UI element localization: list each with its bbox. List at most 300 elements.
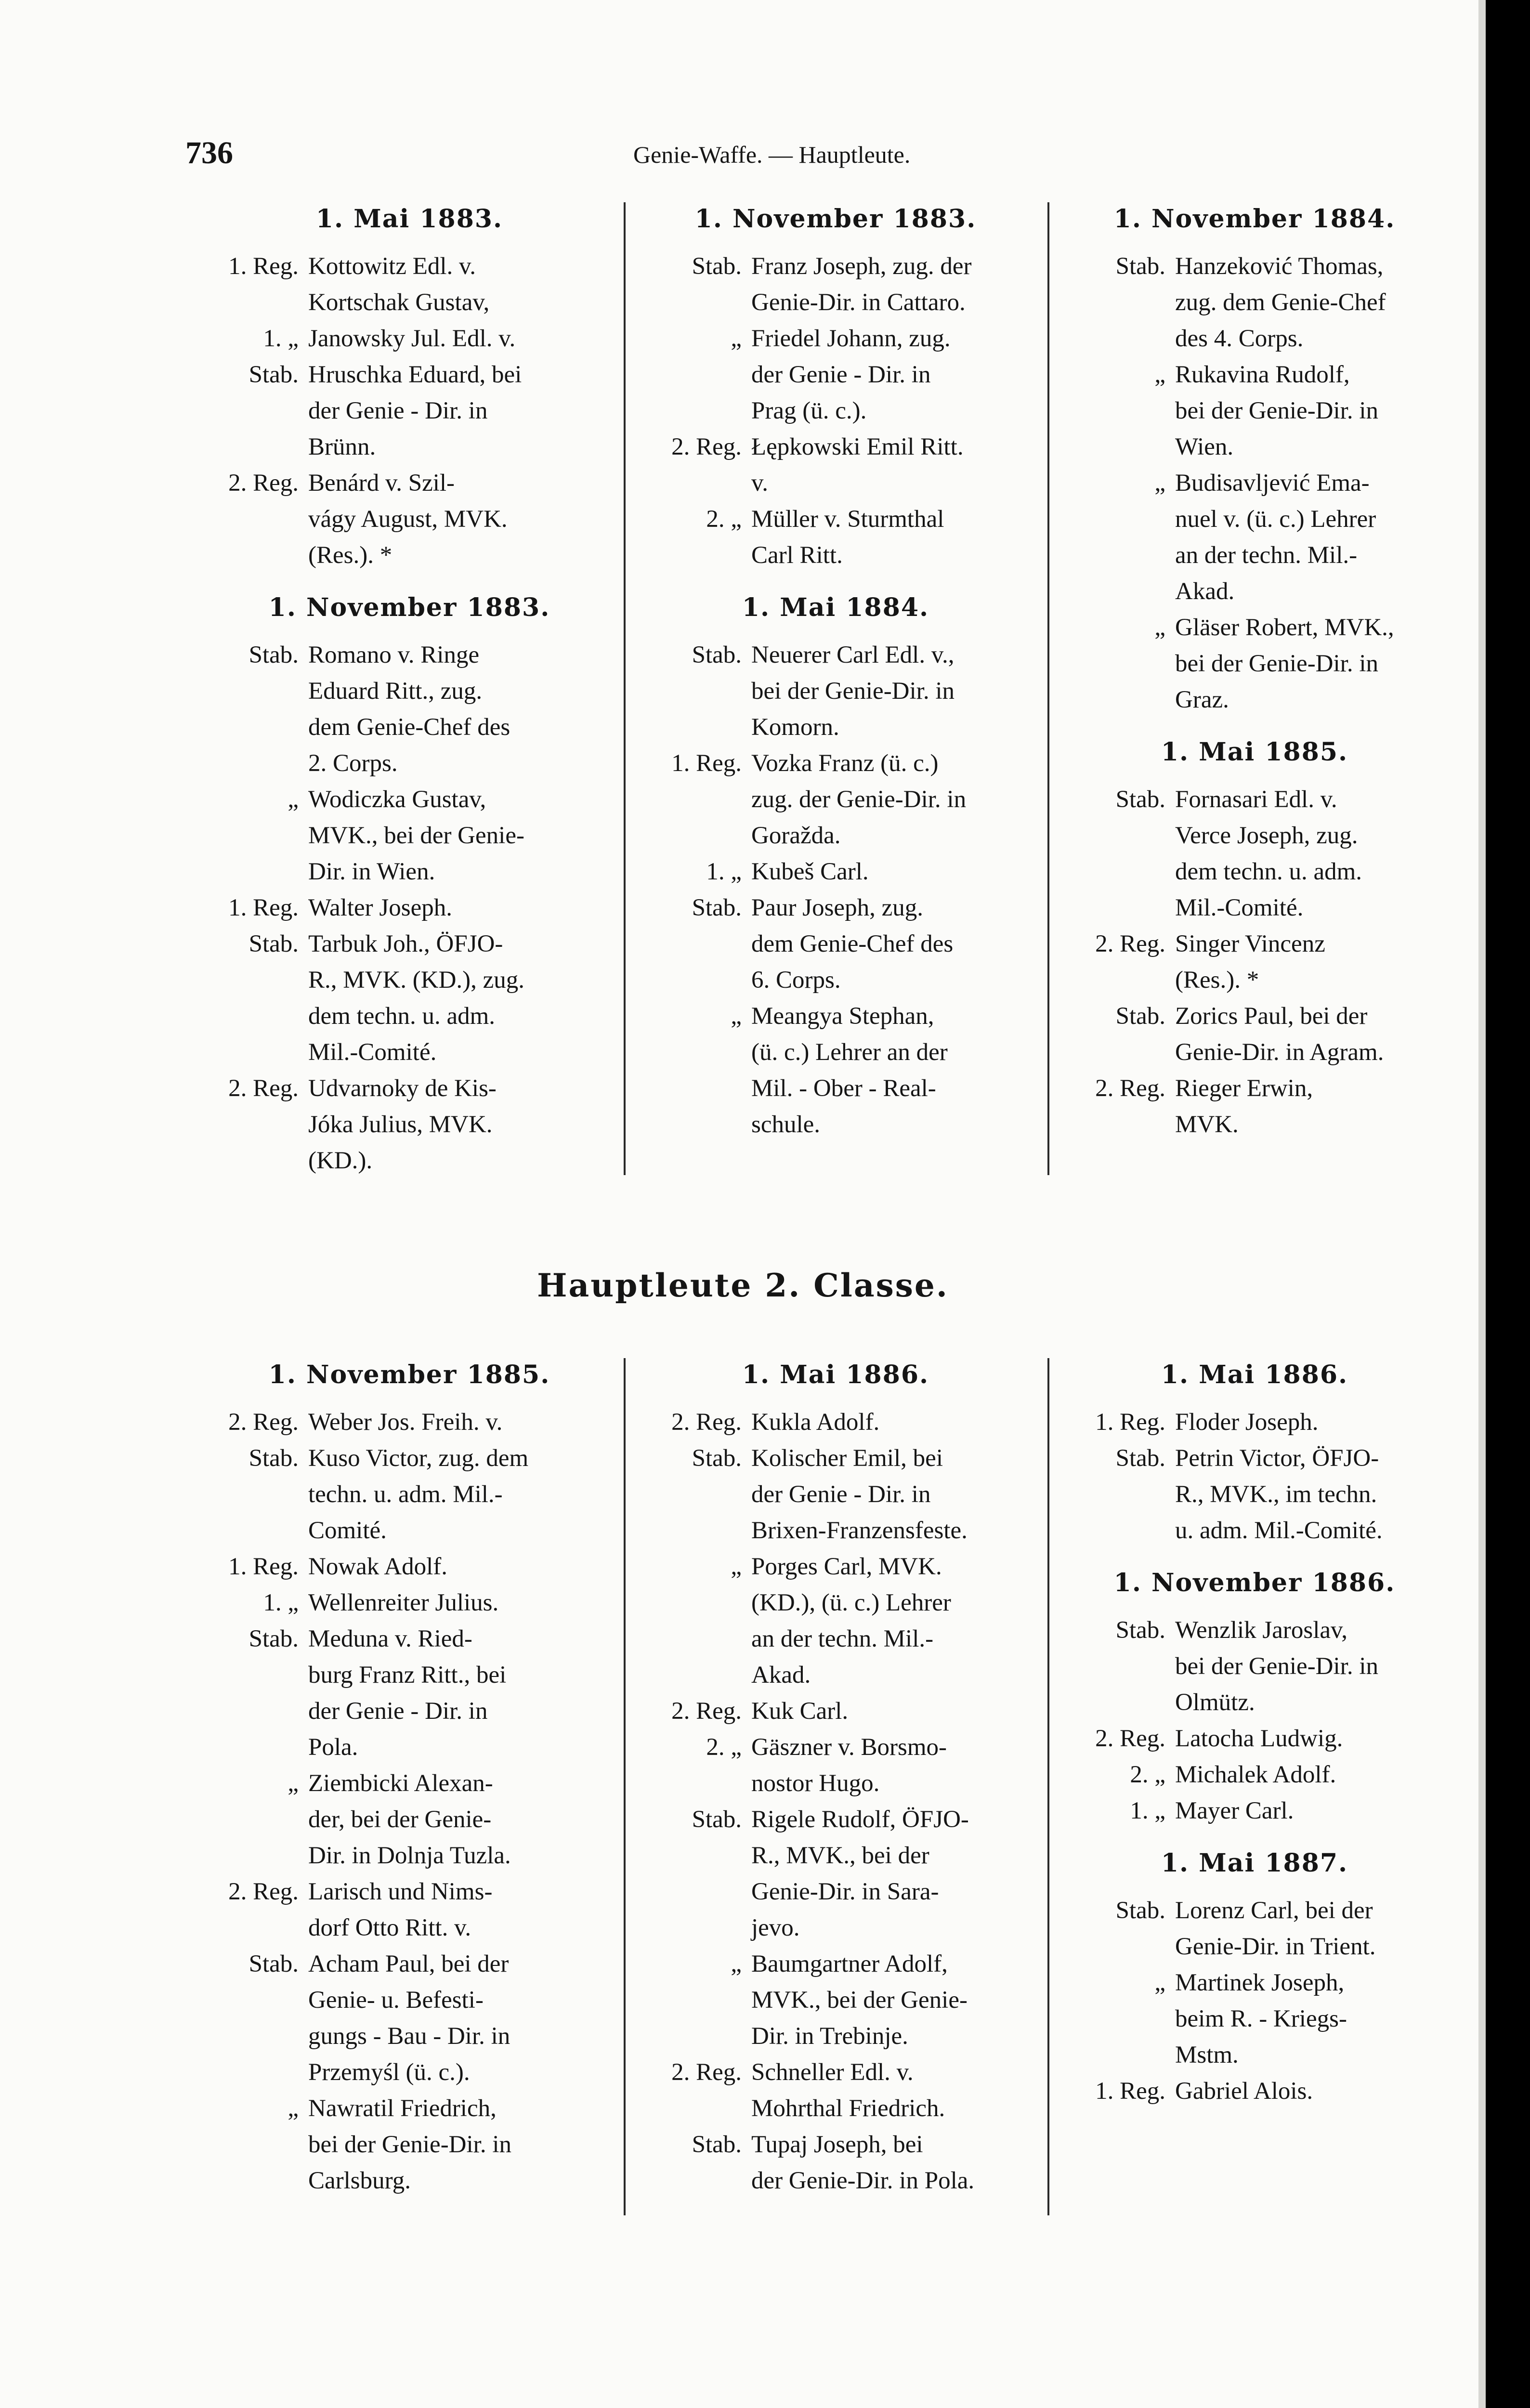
roster-entry bbox=[202, 1440, 616, 1549]
unit-label: Stab. bbox=[692, 2131, 742, 2158]
roster-entry bbox=[631, 890, 1040, 998]
text-line: Kuso Victor, zug. dem bbox=[308, 1445, 529, 1472]
date-heading: 1. November 1883. bbox=[268, 593, 550, 622]
text-line: Goražda. bbox=[751, 822, 841, 849]
roster-entry bbox=[1055, 1404, 1454, 1440]
text-line: Wenzlik Jaroslav, bbox=[1175, 1617, 1347, 1644]
officer-text bbox=[299, 1404, 616, 1440]
unit-label: 2. Reg. bbox=[671, 1409, 742, 1436]
officer-text bbox=[1165, 1965, 1454, 2073]
text-line: Kubeš Carl. bbox=[751, 858, 869, 885]
date-heading: 1. November 1885. bbox=[268, 1360, 550, 1389]
roster-entry bbox=[631, 746, 1040, 854]
officer-text bbox=[299, 1621, 616, 1766]
roster-entry bbox=[202, 321, 616, 357]
unit-label: Stab. bbox=[1115, 1617, 1165, 1644]
text-line: Meduna v. Ried- bbox=[308, 1625, 472, 1652]
text-line: 6. Corps. bbox=[751, 967, 841, 994]
text-line: Friedel Johann, zug. bbox=[751, 325, 951, 352]
roster-entry bbox=[1055, 249, 1454, 357]
text-line: Comité. bbox=[308, 1517, 387, 1544]
text-line: nostor Hugo. bbox=[751, 1770, 880, 1797]
unit-label: „ bbox=[731, 1553, 742, 1580]
roster-entry bbox=[1055, 610, 1454, 718]
text-line: Udvarnoky de Kis- bbox=[308, 1075, 497, 1102]
text-line: Lorenz Carl, bei der bbox=[1175, 1897, 1373, 1924]
top-column-block bbox=[202, 202, 1454, 1185]
text-line: Mil.-Comité. bbox=[308, 1039, 437, 1066]
unit-label: Stab. bbox=[692, 1445, 742, 1472]
officer-text bbox=[299, 637, 616, 782]
roster-entry bbox=[1055, 998, 1454, 1071]
unit-label: 2. Reg. bbox=[228, 1075, 299, 1102]
roster-entry bbox=[631, 2127, 1040, 2199]
text-line: zug. dem Genie-Chef bbox=[1175, 289, 1386, 316]
text-line: R., MVK., im techn. bbox=[1175, 1481, 1377, 1508]
text-line: Porges Carl, MVK. bbox=[751, 1553, 942, 1580]
unit-label: 1. „ bbox=[263, 325, 299, 352]
officer-text bbox=[742, 854, 1040, 890]
text-line: Kuk Carl. bbox=[751, 1698, 849, 1725]
text-line: dem techn. u. adm. bbox=[308, 1003, 496, 1030]
unit-label: Stab. bbox=[1115, 1445, 1165, 1472]
column-rule bbox=[1047, 1358, 1049, 2215]
text-line: Pola. bbox=[308, 1734, 358, 1761]
date-heading: 1. Mai 1884. bbox=[742, 593, 929, 622]
officer-text bbox=[299, 1766, 616, 1874]
roster-entry bbox=[1055, 1793, 1454, 1829]
text-line: zug. der Genie-Dir. in bbox=[751, 786, 967, 813]
text-line: dem techn. u. adm. bbox=[1175, 858, 1362, 885]
text-line: Rigele Rudolf, ÖFJO- bbox=[751, 1806, 969, 1833]
unit-label: „ bbox=[1154, 361, 1165, 388]
text-line: der Genie - Dir. in bbox=[308, 1698, 488, 1725]
officer-text bbox=[1165, 610, 1454, 718]
unit-label: Stab. bbox=[1115, 253, 1165, 280]
text-line: Hanzeković Thomas, bbox=[1175, 253, 1384, 280]
date-heading: 1. November 1884. bbox=[1113, 204, 1396, 234]
unit-label: 2. Reg. bbox=[228, 1878, 299, 1905]
officer-text bbox=[742, 746, 1040, 854]
roster-entry bbox=[202, 1874, 616, 1946]
text-line: (KD.), (ü. c.) Lehrer bbox=[751, 1589, 951, 1616]
text-line: an der techn. Mil.- bbox=[1175, 542, 1358, 569]
text-line: Mohrthal Friedrich. bbox=[751, 2095, 945, 2122]
text-line: an der techn. Mil.- bbox=[751, 1625, 934, 1652]
date-heading: 1. November 1883. bbox=[694, 204, 977, 234]
text-line: (Res.). * bbox=[308, 542, 392, 569]
officer-text bbox=[742, 321, 1040, 429]
text-line: beim R. - Kriegs- bbox=[1175, 2005, 1347, 2032]
unit-label: Stab. bbox=[692, 641, 742, 668]
officer-text bbox=[742, 637, 1040, 746]
unit-label: 2. Reg. bbox=[671, 433, 742, 460]
roster-entry bbox=[202, 890, 616, 926]
unit-label: „ bbox=[731, 325, 742, 352]
text-line: Larisch und Nims- bbox=[308, 1878, 493, 1905]
officer-text bbox=[1165, 1793, 1454, 1829]
roster-entry bbox=[1055, 1721, 1454, 1757]
text-line: Mstm. bbox=[1175, 2042, 1239, 2068]
column-3 bbox=[1055, 202, 1454, 1143]
officer-text bbox=[742, 1802, 1040, 1946]
unit-label: Stab. bbox=[248, 1625, 299, 1652]
officer-text bbox=[299, 357, 616, 465]
officer-text bbox=[299, 1071, 616, 1179]
page-number: 736 bbox=[185, 135, 233, 170]
text-line: Kottowitz Edl. v. bbox=[308, 253, 476, 280]
roster-entry bbox=[631, 501, 1040, 574]
text-line: des 4. Corps. bbox=[1175, 325, 1304, 352]
column-1 bbox=[202, 202, 616, 1179]
bottom-column-block bbox=[202, 1358, 1454, 2215]
roster-entry bbox=[631, 637, 1040, 746]
text-line: Mil.-Comité. bbox=[1175, 894, 1304, 921]
unit-label: 2. Reg. bbox=[228, 1409, 299, 1436]
text-line: Singer Vincenz bbox=[1175, 930, 1325, 957]
text-line: Genie-Dir. in Agram. bbox=[1175, 1039, 1384, 1066]
text-line: R., MVK., bei der bbox=[751, 1842, 929, 1869]
unit-label: 1. Reg. bbox=[228, 253, 299, 280]
unit-label: „ bbox=[1154, 1969, 1165, 1996]
roster-entry bbox=[631, 1693, 1040, 1729]
text-line: Przemyśl (ü. c.). bbox=[308, 2059, 470, 2086]
text-line: Janowsky Jul. Edl. v. bbox=[308, 325, 516, 352]
text-line: (KD.). bbox=[308, 1147, 373, 1174]
text-line: Brixen-Franzensfeste. bbox=[751, 1517, 968, 1544]
roster-entry bbox=[631, 1946, 1040, 2055]
roster-entry bbox=[1055, 1612, 1454, 1721]
column-rule bbox=[1047, 202, 1049, 1175]
officer-text bbox=[299, 1874, 616, 1946]
unit-label: 1. „ bbox=[263, 1589, 299, 1616]
date-heading: 1. November 1886. bbox=[1113, 1568, 1396, 1597]
officer-text bbox=[299, 1946, 616, 2091]
officer-text bbox=[1165, 1757, 1454, 1793]
unit-label: „ bbox=[288, 2095, 299, 2122]
text-line: Kolischer Emil, bei bbox=[751, 1445, 943, 1472]
officer-text bbox=[1165, 357, 1454, 465]
column-1 bbox=[202, 1358, 616, 2199]
text-line: 2. Corps. bbox=[308, 750, 398, 777]
unit-label: 1. Reg. bbox=[1095, 2078, 1165, 2105]
text-line: Romano v. Ringe bbox=[308, 641, 480, 668]
text-line: Prag (ü. c.). bbox=[751, 397, 867, 424]
roster-entry bbox=[1055, 1965, 1454, 2073]
unit-label: 2. Reg. bbox=[1095, 1075, 1165, 1102]
officer-text bbox=[742, 429, 1040, 501]
text-line: Budisavljević Ema- bbox=[1175, 470, 1370, 497]
column-3 bbox=[1055, 1358, 1454, 2109]
roster-entry bbox=[631, 2055, 1040, 2127]
roster-entry bbox=[202, 2091, 616, 2199]
officer-text bbox=[1165, 782, 1454, 926]
text-line: MVK. bbox=[1175, 1111, 1239, 1138]
unit-label: „ bbox=[1154, 614, 1165, 641]
unit-label: „ bbox=[731, 1003, 742, 1030]
roster-entry bbox=[631, 1404, 1040, 1440]
text-line: dem Genie-Chef des bbox=[308, 714, 510, 741]
text-line: Kortschak Gustav, bbox=[308, 289, 490, 316]
officer-text bbox=[1165, 1893, 1454, 1965]
text-line: der Genie - Dir. in bbox=[751, 361, 931, 388]
text-line: Fornasari Edl. v. bbox=[1175, 786, 1337, 813]
officer-text bbox=[742, 1729, 1040, 1802]
officer-text bbox=[742, 1549, 1040, 1693]
text-line: dorf Otto Ritt. v. bbox=[308, 1914, 471, 1941]
text-line: Genie- u. Befesti- bbox=[308, 1987, 484, 2014]
unit-label: 2. Reg. bbox=[1095, 1725, 1165, 1752]
roster-entry bbox=[202, 637, 616, 782]
officer-text bbox=[742, 501, 1040, 574]
column-2 bbox=[631, 202, 1040, 1143]
text-line: Vozka Franz (ü. c.) bbox=[751, 750, 939, 777]
date-heading: 1. Mai 1886. bbox=[742, 1360, 929, 1389]
unit-label: 2. „ bbox=[706, 506, 742, 533]
officer-text bbox=[299, 782, 616, 890]
officer-text bbox=[742, 1946, 1040, 2055]
text-line: Dir. in Wien. bbox=[308, 858, 435, 885]
text-line: Łępkowski Emil Ritt. bbox=[751, 433, 964, 460]
text-line: schule. bbox=[751, 1111, 821, 1138]
text-line: Wien. bbox=[1175, 433, 1234, 460]
date-heading: 1. Mai 1887. bbox=[1161, 1848, 1348, 1878]
text-line: Mil. - Ober - Real- bbox=[751, 1075, 936, 1102]
roster-entry bbox=[202, 249, 616, 321]
officer-text bbox=[299, 2091, 616, 2199]
unit-label: Stab. bbox=[692, 894, 742, 921]
text-line: techn. u. adm. Mil.- bbox=[308, 1481, 503, 1508]
unit-label: „ bbox=[288, 1770, 299, 1797]
text-line: Martinek Joseph, bbox=[1175, 1969, 1345, 1996]
unit-label: 1. Reg. bbox=[228, 894, 299, 921]
roster-entry bbox=[1055, 1893, 1454, 1965]
officer-text bbox=[742, 890, 1040, 998]
roster-entry bbox=[631, 854, 1040, 890]
unit-label: Stab. bbox=[248, 1445, 299, 1472]
unit-label: Stab. bbox=[248, 361, 299, 388]
date-heading: 1. Mai 1885. bbox=[1161, 737, 1348, 767]
unit-label: „ bbox=[1154, 470, 1165, 497]
roster-entry bbox=[202, 1549, 616, 1585]
text-line: Akad. bbox=[1175, 578, 1235, 605]
roster-entry bbox=[202, 357, 616, 465]
officer-text bbox=[1165, 1071, 1454, 1143]
officer-text bbox=[1165, 998, 1454, 1071]
text-line: MVK., bei der Genie- bbox=[751, 1987, 968, 2014]
text-line: Graz. bbox=[1175, 686, 1229, 713]
text-line: Carlsburg. bbox=[308, 2167, 411, 2194]
officer-text bbox=[742, 2127, 1040, 2199]
officer-text bbox=[1165, 926, 1454, 998]
text-line: Franz Joseph, zug. der bbox=[751, 253, 972, 280]
running-title: Genie-Waffe. — Hauptleute. bbox=[633, 141, 911, 168]
text-line: Latocha Ludwig. bbox=[1175, 1725, 1343, 1752]
text-line: Brünn. bbox=[308, 433, 376, 460]
text-line: v. bbox=[751, 470, 768, 497]
text-line: Genie-Dir. in Sara- bbox=[751, 1878, 939, 1905]
unit-label: 1. Reg. bbox=[671, 750, 742, 777]
text-line: Baumgartner Adolf, bbox=[751, 1950, 948, 1977]
roster-entry bbox=[202, 465, 616, 574]
roster-entry bbox=[1055, 2073, 1454, 2109]
roster-entry bbox=[1055, 1071, 1454, 1143]
text-line: Eduard Ritt., zug. bbox=[308, 678, 483, 705]
unit-label: 2. Reg. bbox=[228, 470, 299, 497]
unit-label: 1. „ bbox=[706, 858, 742, 885]
officer-text bbox=[1165, 249, 1454, 357]
unit-label: 2. „ bbox=[706, 1734, 742, 1761]
officer-text bbox=[1165, 1440, 1454, 1549]
officer-text bbox=[299, 1440, 616, 1549]
text-line: Neuerer Carl Edl. v., bbox=[751, 641, 955, 668]
roster-entry bbox=[202, 1946, 616, 2091]
text-line: Rukavina Rudolf, bbox=[1175, 361, 1350, 388]
text-line: Walter Joseph. bbox=[308, 894, 452, 921]
text-line: der Genie - Dir. in bbox=[308, 397, 488, 424]
text-line: der Genie - Dir. in bbox=[751, 1481, 931, 1508]
text-line: bei der Genie-Dir. in bbox=[308, 2131, 512, 2158]
running-head bbox=[185, 135, 1043, 173]
officer-text bbox=[299, 465, 616, 574]
text-line: Nawratil Friedrich, bbox=[308, 2095, 497, 2122]
text-line: Mayer Carl. bbox=[1175, 1797, 1294, 1824]
text-line: Michalek Adolf. bbox=[1175, 1761, 1336, 1788]
date-heading: 1. Mai 1883. bbox=[315, 204, 503, 234]
text-line: Genie-Dir. in Cattaro. bbox=[751, 289, 966, 316]
text-line: dem Genie-Chef des bbox=[751, 930, 954, 957]
officer-text bbox=[742, 2055, 1040, 2127]
text-line: vágy August, MVK. bbox=[308, 506, 508, 533]
unit-label: „ bbox=[288, 786, 299, 813]
text-line: Genie-Dir. in Trient. bbox=[1175, 1933, 1376, 1960]
roster-entry bbox=[631, 1440, 1040, 1549]
text-line: Carl Ritt. bbox=[751, 542, 843, 569]
text-line: Akad. bbox=[751, 1662, 811, 1688]
text-line: bei der Genie-Dir. in bbox=[1175, 397, 1379, 424]
roster-entry bbox=[202, 1766, 616, 1874]
text-line: Floder Joseph. bbox=[1175, 1409, 1319, 1436]
section-title: Hauptleute 2. Classe. bbox=[537, 1267, 949, 1304]
date-heading: 1. Mai 1886. bbox=[1161, 1360, 1348, 1389]
text-line: Benárd v. Szil- bbox=[308, 470, 455, 497]
roster-entry bbox=[1055, 1757, 1454, 1793]
officer-text bbox=[1165, 1404, 1454, 1440]
text-line: jevo. bbox=[751, 1914, 800, 1941]
text-line: bei der Genie-Dir. in bbox=[1175, 1653, 1379, 1680]
text-line: Zorics Paul, bei der bbox=[1175, 1003, 1368, 1030]
officer-text bbox=[742, 249, 1040, 321]
text-line: Ziembicki Alexan- bbox=[308, 1770, 493, 1797]
text-line: bei der Genie-Dir. in bbox=[751, 678, 955, 705]
unit-label: Stab. bbox=[1115, 1003, 1165, 1030]
text-line: Wellenreiter Julius. bbox=[308, 1589, 499, 1616]
officer-text bbox=[1165, 1612, 1454, 1721]
text-line: Petrin Victor, ÖFJO- bbox=[1175, 1445, 1379, 1472]
text-line: Hruschka Eduard, bei bbox=[308, 361, 522, 388]
unit-label: Stab. bbox=[248, 641, 299, 668]
roster-entry bbox=[631, 429, 1040, 501]
roster-entry bbox=[1055, 465, 1454, 610]
officer-text bbox=[1165, 2073, 1454, 2109]
roster-entry bbox=[202, 1621, 616, 1766]
officer-text bbox=[299, 249, 616, 321]
unit-label: 1. Reg. bbox=[228, 1553, 299, 1580]
officer-text bbox=[742, 1440, 1040, 1549]
text-line: Tupaj Joseph, bei bbox=[751, 2131, 923, 2158]
officer-text bbox=[299, 321, 616, 357]
unit-label: Stab. bbox=[1115, 786, 1165, 813]
roster-entry bbox=[202, 782, 616, 890]
officer-text bbox=[742, 1404, 1040, 1440]
text-line: der, bei der Genie- bbox=[308, 1806, 492, 1833]
roster-entry bbox=[1055, 782, 1454, 926]
text-line: Komorn. bbox=[751, 714, 839, 741]
unit-label: 1. „ bbox=[1130, 1797, 1165, 1824]
text-line: Rieger Erwin, bbox=[1175, 1075, 1313, 1102]
unit-label: 2. „ bbox=[1130, 1761, 1165, 1788]
column-2 bbox=[631, 1358, 1040, 2199]
text-line: Gläser Robert, MVK., bbox=[1175, 614, 1394, 641]
roster-entry bbox=[631, 249, 1040, 321]
text-line: (ü. c.) Lehrer an der bbox=[751, 1039, 948, 1066]
text-line: Jóka Julius, MVK. bbox=[308, 1111, 493, 1138]
text-line: Dir. in Dolnja Tuzla. bbox=[308, 1842, 511, 1869]
officer-text bbox=[1165, 1721, 1454, 1757]
unit-label: 2. Reg. bbox=[671, 1698, 742, 1725]
text-line: Meangya Stephan, bbox=[751, 1003, 934, 1030]
roster-entry bbox=[202, 1585, 616, 1621]
unit-label: Stab. bbox=[692, 1806, 742, 1833]
text-line: Müller v. Sturmthal bbox=[751, 506, 944, 533]
roster-entry bbox=[202, 1071, 616, 1179]
officer-text bbox=[1165, 465, 1454, 610]
unit-label: 1. Reg. bbox=[1095, 1409, 1165, 1436]
officer-text bbox=[299, 926, 616, 1071]
text-line: burg Franz Ritt., bei bbox=[308, 1662, 507, 1688]
text-line: Wodiczka Gustav, bbox=[308, 786, 486, 813]
text-line: Kukla Adolf. bbox=[751, 1409, 880, 1436]
text-line: Nowak Adolf. bbox=[308, 1553, 447, 1580]
officer-text bbox=[299, 890, 616, 926]
roster-entry bbox=[202, 1404, 616, 1440]
roster-entry bbox=[631, 998, 1040, 1143]
column-rule bbox=[624, 202, 626, 1175]
roster-entry bbox=[631, 321, 1040, 429]
text-line: gungs - Bau - Dir. in bbox=[308, 2023, 510, 2050]
text-line: Gabriel Alois. bbox=[1175, 2078, 1313, 2105]
column-rule bbox=[624, 1358, 626, 2215]
text-line: der Genie-Dir. in Pola. bbox=[751, 2167, 975, 2194]
page-edge bbox=[1478, 0, 1486, 2408]
officer-text bbox=[299, 1585, 616, 1621]
text-line: nuel v. (ü. c.) Lehrer bbox=[1175, 506, 1376, 533]
roster-entry bbox=[631, 1802, 1040, 1946]
officer-text bbox=[299, 1549, 616, 1585]
unit-label: Stab. bbox=[692, 253, 742, 280]
text-line: Weber Jos. Freih. v. bbox=[308, 1409, 503, 1436]
text-line: bei der Genie-Dir. in bbox=[1175, 650, 1379, 677]
roster-entry bbox=[1055, 1440, 1454, 1549]
text-line: (Res.). * bbox=[1175, 967, 1259, 994]
text-line: Dir. in Trebinje. bbox=[751, 2023, 908, 2050]
roster-entry bbox=[631, 1549, 1040, 1693]
text-line: Gäszner v. Borsmo- bbox=[751, 1734, 947, 1761]
roster-entry bbox=[1055, 926, 1454, 998]
text-line: Tarbuk Joh., ÖFJO- bbox=[308, 930, 503, 957]
text-line: Acham Paul, bei der bbox=[308, 1950, 509, 1977]
unit-label: Stab. bbox=[1115, 1897, 1165, 1924]
